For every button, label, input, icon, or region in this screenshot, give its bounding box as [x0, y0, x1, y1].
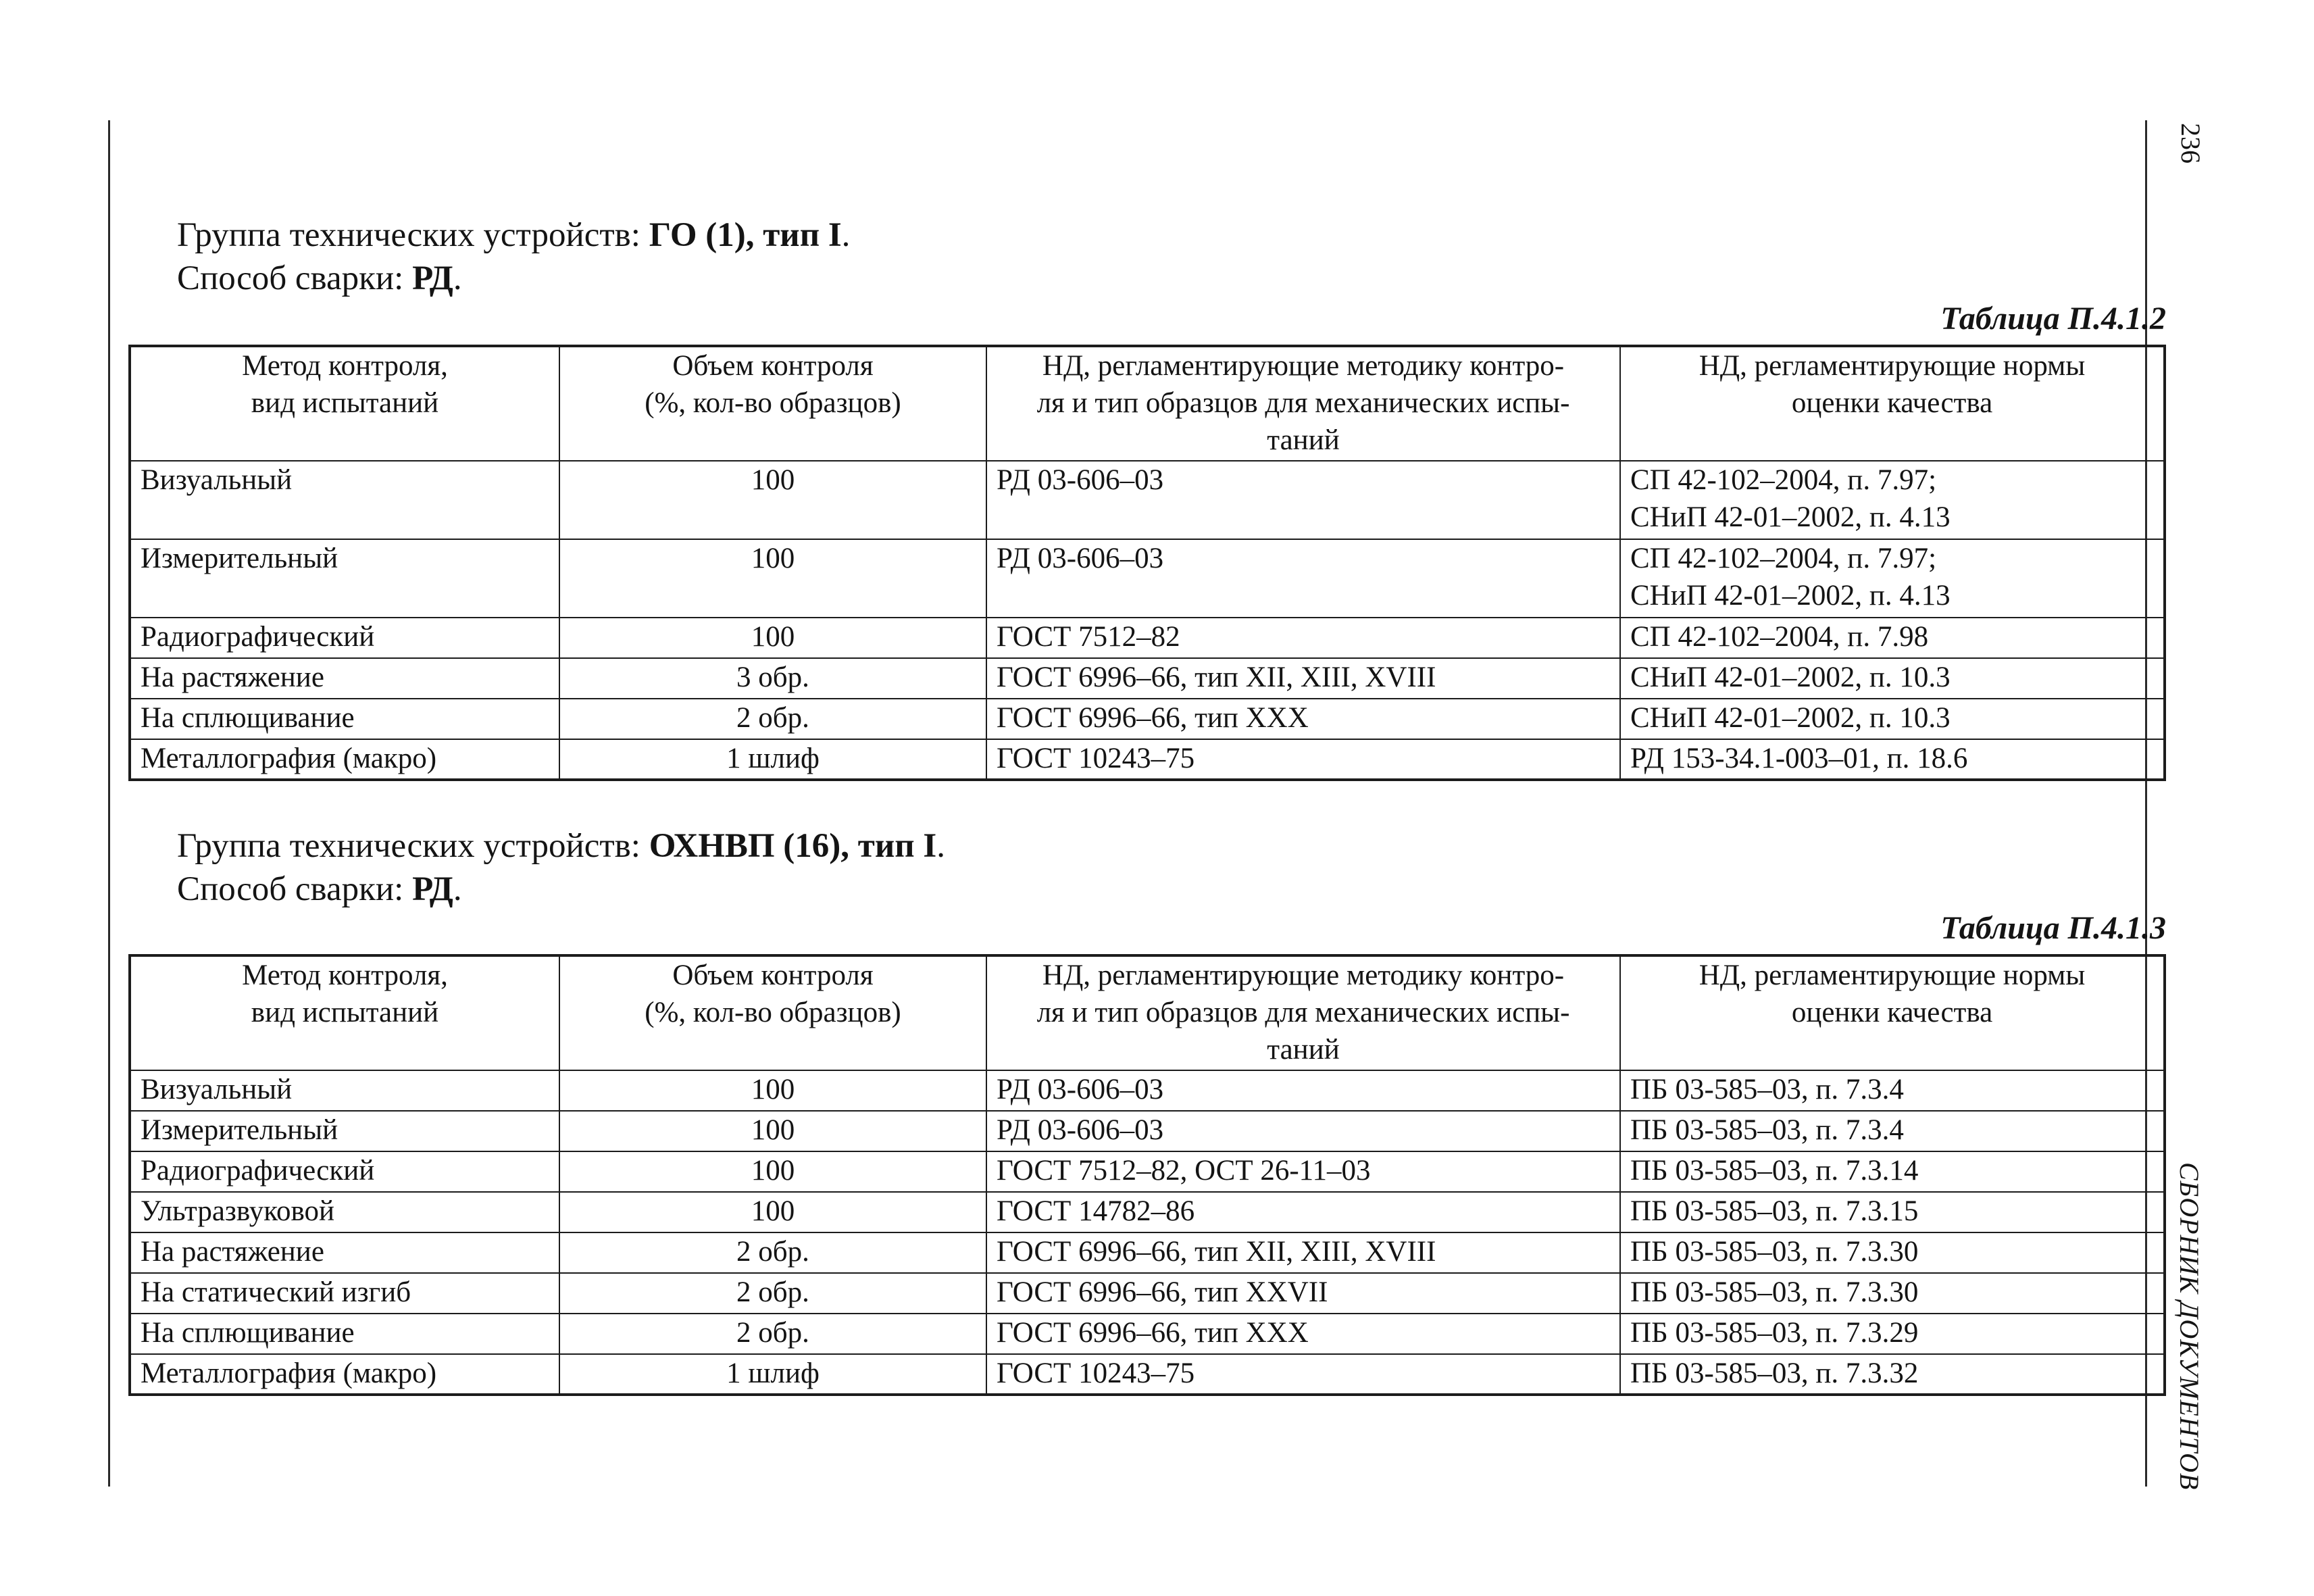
cell-method-docs: ГОСТ 10243–75 — [986, 739, 1620, 780]
cell-volume: 100 — [559, 618, 986, 658]
cell-volume: 100 — [559, 461, 986, 539]
cell-quality-docs: СП 42-102–2004, п. 7.98 — [1620, 618, 2165, 658]
cell-method: Измерительный — [130, 539, 559, 618]
cell-method-docs: ГОСТ 6996–66, тип XXX — [986, 699, 1620, 739]
table-row — [130, 539, 2165, 618]
header-method-docs: НД, регламентирующие методику контро- ля и тип образцов для механических испы- таний — [986, 346, 1620, 461]
cell-method: На сплющивание — [130, 1314, 559, 1354]
cell-method: На статический изгиб — [130, 1273, 559, 1314]
table-row — [130, 1232, 2165, 1273]
cell-method: Визуальный — [130, 461, 559, 539]
header-method: Метод контроля, вид испытаний — [130, 346, 559, 461]
cell-quality-docs: РД 153-34.1-003–01, п. 18.6 — [1620, 739, 2165, 780]
cell-quality-docs: СП 42-102–2004, п. 7.97; СНиП 42-01–2002, п. 4.13 — [1620, 539, 2165, 618]
cell-method-docs: ГОСТ 14782–86 — [986, 1192, 1620, 1232]
group-heading-2: Группа технических устройств: ОХНВП (16), тип I. — [177, 827, 945, 865]
cell-quality-docs: ПБ 03-585–03, п. 7.3.15 — [1620, 1192, 2165, 1232]
cell-volume: 2 обр. — [559, 1232, 986, 1273]
cell-method-docs: ГОСТ 6996–66, тип XXVII — [986, 1273, 1620, 1314]
cell-quality-docs: СНиП 42-01–2002, п. 10.3 — [1620, 699, 2165, 739]
cell-quality-docs: СНиП 42-01–2002, п. 10.3 — [1620, 658, 2165, 699]
cell-volume: 100 — [559, 1111, 986, 1151]
cell-method: Визуальный — [130, 1070, 559, 1111]
cell-method: Измерительный — [130, 1111, 559, 1151]
cell-method-docs: РД 03-606–03 — [986, 1111, 1620, 1151]
cell-volume: 1 шлиф — [559, 1354, 986, 1395]
cell-method-docs: ГОСТ 10243–75 — [986, 1354, 1620, 1395]
cell-volume: 100 — [559, 1192, 986, 1232]
table-row — [130, 699, 2165, 739]
table-row — [130, 618, 2165, 658]
header-quality-docs: НД, регламентирующие нормы оценки качества — [1620, 955, 2165, 1070]
cell-method: На растяжение — [130, 1232, 559, 1273]
table-row — [130, 1192, 2165, 1232]
table-caption-2: Таблица П.4.1.3 — [1940, 910, 2166, 946]
table-row — [130, 1354, 2165, 1395]
table-row — [130, 1111, 2165, 1151]
left-margin-rule — [108, 120, 110, 1487]
cell-method-docs: ГОСТ 7512–82 — [986, 618, 1620, 658]
cell-method-docs: ГОСТ 6996–66, тип XII, XIII, XVIII — [986, 658, 1620, 699]
cell-method-docs: ГОСТ 6996–66, тип XXX — [986, 1314, 1620, 1354]
running-title: СБОРНИК ДОКУМЕНТОВ — [2174, 1162, 2205, 1491]
cell-method: Ультразвуковой — [130, 1192, 559, 1232]
page-number: 236 — [2175, 123, 2206, 164]
inspection-table-2 — [128, 954, 2166, 1396]
table-header-row — [130, 955, 2165, 1070]
table-row — [130, 1070, 2165, 1111]
table-row — [130, 658, 2165, 699]
cell-quality-docs: ПБ 03-585–03, п. 7.3.4 — [1620, 1111, 2165, 1151]
header-volume: Объем контроля (%, кол-во образцов) — [559, 346, 986, 461]
table-row — [130, 1314, 2165, 1354]
table-row — [130, 461, 2165, 539]
header-quality-docs: НД, регламентирующие нормы оценки качества — [1620, 346, 2165, 461]
cell-method: Металлография (макро) — [130, 1354, 559, 1395]
welding-method-1: Способ сварки: РД. — [177, 259, 462, 297]
cell-method-docs: ГОСТ 7512–82, ОСТ 26-11–03 — [986, 1151, 1620, 1192]
cell-method-docs: РД 03-606–03 — [986, 461, 1620, 539]
cell-quality-docs: ПБ 03-585–03, п. 7.3.32 — [1620, 1354, 2165, 1395]
cell-method-docs: РД 03-606–03 — [986, 1070, 1620, 1111]
header-method: Метод контроля, вид испытаний — [130, 955, 559, 1070]
cell-quality-docs: ПБ 03-585–03, п. 7.3.29 — [1620, 1314, 2165, 1354]
group-heading-1: Группа технических устройств: ГО (1), тип I. — [177, 216, 851, 254]
table-row — [130, 739, 2165, 780]
table-header-row — [130, 346, 2165, 461]
cell-method: На растяжение — [130, 658, 559, 699]
cell-quality-docs: ПБ 03-585–03, п. 7.3.30 — [1620, 1232, 2165, 1273]
cell-volume: 2 обр. — [559, 1314, 986, 1354]
table-row — [130, 1151, 2165, 1192]
cell-volume: 100 — [559, 539, 986, 618]
cell-method: Радиографический — [130, 618, 559, 658]
inspection-table-1 — [128, 345, 2166, 781]
cell-volume: 100 — [559, 1151, 986, 1192]
cell-volume: 100 — [559, 1070, 986, 1111]
header-volume: Объем контроля (%, кол-во образцов) — [559, 955, 986, 1070]
cell-volume: 3 обр. — [559, 658, 986, 699]
cell-quality-docs: ПБ 03-585–03, п. 7.3.14 — [1620, 1151, 2165, 1192]
cell-method: Радиографический — [130, 1151, 559, 1192]
cell-quality-docs: ПБ 03-585–03, п. 7.3.4 — [1620, 1070, 2165, 1111]
table-caption-1: Таблица П.4.1.2 — [1940, 301, 2166, 336]
cell-quality-docs: ПБ 03-585–03, п. 7.3.30 — [1620, 1273, 2165, 1314]
cell-volume: 2 обр. — [559, 699, 986, 739]
cell-method: На сплющивание — [130, 699, 559, 739]
cell-method-docs: РД 03-606–03 — [986, 539, 1620, 618]
table-row — [130, 1273, 2165, 1314]
cell-quality-docs: СП 42-102–2004, п. 7.97; СНиП 42-01–2002, п. 4.13 — [1620, 461, 2165, 539]
cell-volume: 1 шлиф — [559, 739, 986, 780]
cell-method-docs: ГОСТ 6996–66, тип XII, XIII, XVIII — [986, 1232, 1620, 1273]
header-method-docs: НД, регламентирующие методику контро- ля и тип образцов для механических испы- таний — [986, 955, 1620, 1070]
cell-volume: 2 обр. — [559, 1273, 986, 1314]
cell-method: Металлография (макро) — [130, 739, 559, 780]
welding-method-2: Способ сварки: РД. — [177, 870, 462, 908]
